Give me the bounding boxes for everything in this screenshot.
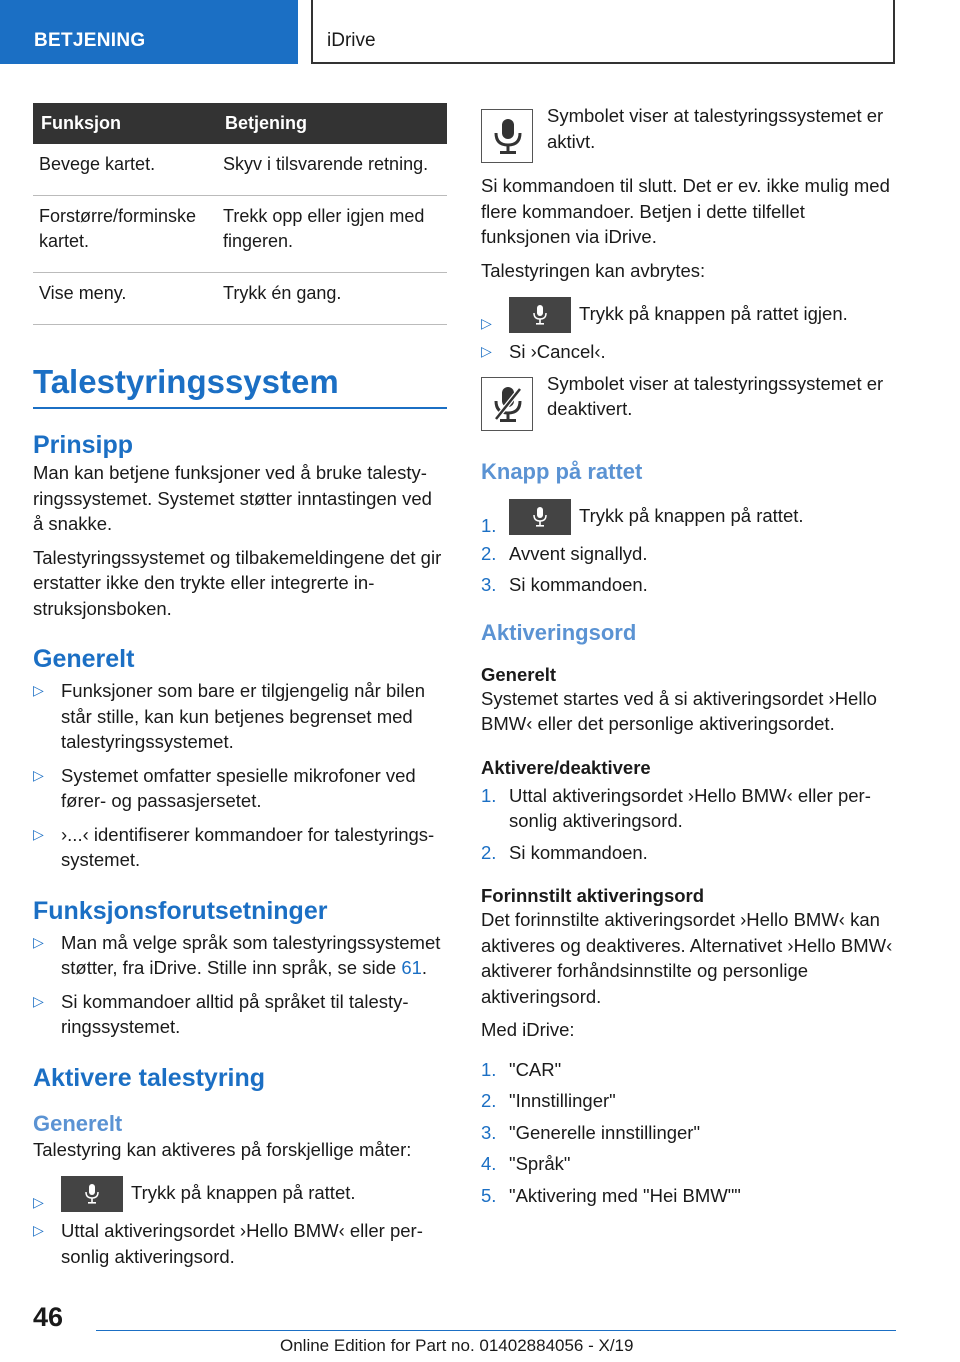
table-cell: Vise meny. [33,273,217,325]
list-item: 1. "CAR" [481,1057,897,1083]
triangle-bullet-icon: ▷ [33,992,44,1009]
symbol-description: Symbolet viser at talestyringssystemet er aktivt. [547,105,884,152]
list-item: ▷ Trykk på knappen på rattet. [33,1170,447,1212]
table-cell: Skyv i tilsvarende retning. [217,144,447,196]
minor-heading: Generelt [33,1110,123,1136]
chapter-tab [311,0,895,64]
list-item: 2. Si kommandoen. [481,840,897,866]
section-title: BETJENING [34,30,146,51]
paragraph: Systemet startes ved å si aktiveringsordet ›Hello BMW‹ eller det personlige aktiveringsordet. [481,687,877,734]
section-tab [0,0,298,64]
right-column [481,103,897,1208]
triangle-bullet-icon: ▷ [33,766,44,783]
paragraph: Med iDrive: [481,1019,575,1040]
paragraph: Det forinnstilte aktiveringsordet ›Hello BMW‹ kan aktiveres og deaktiveres. Alternativet ›Hello BMW‹ aktiverer forhåndsinnstilte og personlige aktiveringsord. [481,909,893,1007]
list-item: ▷ Uttal aktiveringsordet ›Hello BMW‹ eller personlig aktiveringsord. [33,1220,423,1267]
list-item: 1. Uttal aktiveringsordet ›Hello BMW‹ eller personlig aktiveringsord. [481,784,871,831]
step-number: 3. [481,1121,497,1143]
minor-heading: Aktivere/deaktivere [481,756,651,778]
step-number: 5. [481,1184,497,1206]
symbol-description: Symbolet viser at talestyringssystemet er deaktivert. [547,372,884,419]
section-heading: Talestyringssystem [33,363,447,409]
list-item: 5. "Aktivering med "Hei BMW"" [481,1183,897,1209]
left-column [33,103,447,1269]
triangle-bullet-icon: ▷ [33,1194,44,1210]
page-link[interactable]: 61 [401,957,422,978]
subsection-heading: Generelt [33,645,135,673]
list-item: 3. "Generelle innstillinger" [481,1120,897,1146]
list-item: ▷ Systemet omfatter spesielle mikrofoner ved fører- og passasjersetet. [33,764,416,811]
footer-divider [96,1330,896,1331]
step-number: 1. [481,784,497,806]
list-item: ▷ Si kommandoer alltid på språket til talestyringssystemet. [33,990,409,1037]
triangle-bullet-icon: ▷ [33,933,44,950]
subsection-heading: Prinsipp [33,431,134,459]
list-item: 1. Trykk på knappen på rattet. [481,493,897,535]
table-header: Betjening [217,103,447,144]
chapter-title: iDrive [327,30,376,51]
step-number: 1. [481,1058,497,1080]
steering-wheel-mic-button-icon [61,1176,123,1212]
function-table [33,103,447,325]
subsection-heading: Knapp på rattet [481,458,643,484]
list-item: ▷ Funksjoner som bare er tilgjengelig når bilen står stille, kan kun betjenes begrenset med talestyringssystemet. [33,680,426,752]
table-header: Funksjon [33,103,217,144]
microphone-active-icon [481,109,533,163]
subsection-heading: Funksjonsforutsetninger [33,896,328,925]
page-number: 46 [33,1302,64,1332]
list-item: 2. Avvent signallyd. [481,541,897,567]
footer-edition: Online Edition for Part no. 01402884056 - X/19 [280,1336,634,1355]
triangle-bullet-icon: ▷ [481,343,492,359]
microphone-muted-icon [481,377,533,431]
table-row [33,144,447,196]
list-item: 3. Si kommandoen. [481,572,897,598]
paragraph: Talestyringssystemet og tilbakemeldingene det gir erstatter ikke den trykte eller integrerte instruksjonsboken. [33,546,442,619]
triangle-bullet-icon: ▷ [481,315,492,331]
triangle-bullet-icon: ▷ [33,1222,44,1238]
minor-heading: Generelt [481,663,557,685]
steering-wheel-mic-button-icon [509,499,571,535]
list-item: ▷ Si ›Cancel‹. [481,339,897,365]
step-number: 4. [481,1153,497,1174]
list-item: ▷ Man må velge språk som talestyringssystemet støtter, fra iDrive. Stille inn språk, se side 61. [33,931,441,978]
paragraph: Man kan betjene funksjoner ved å bruke talestyringssystemet. Systemet støtter inntastingen ved å snakke. [33,462,432,534]
paragraph: Talestyring kan aktiveres på forskjellige måter: [33,1138,412,1160]
list-item: 4. "Språk" [481,1151,897,1177]
paragraph: Si kommandoen til slutt. Det er ev. ikke mulig med flere kommandoer. Betjen i dette tilfellet funksjonen via iDrive. [481,175,890,247]
list-item: ▷ ›...‹ identifiserer kommandoer for talestyringssystemet. [33,823,435,870]
paragraph: Talestyringen kan avbrytes: [481,259,706,281]
symbol-row [481,103,897,173]
triangle-bullet-icon: ▷ [33,825,44,842]
list-item: ▷ Trykk på knappen på rattet igjen. [481,291,897,333]
subsection-heading: Aktiveringsord [481,619,637,645]
subsection-heading: Aktivere talestyring [33,1063,266,1092]
step-number: 3. [481,574,497,595]
step-number: 1. [481,514,497,536]
table-row [33,273,447,325]
table-row [33,196,447,273]
triangle-bullet-icon: ▷ [33,682,44,698]
step-number: 2. [481,841,497,863]
step-number: 2. [481,542,497,564]
list-item: 2. "Innstillinger" [481,1088,897,1114]
minor-heading: Forinnstilt aktiveringsord [481,885,705,906]
table-cell: Forstørre/forminske kartet. [33,196,217,273]
table-header-row [33,103,447,144]
steering-wheel-mic-button-icon [509,297,571,333]
table-cell: Trykk én gang. [217,273,447,325]
step-number: 2. [481,1090,497,1111]
table-cell: Bevege kartet. [33,144,217,196]
symbol-row [481,371,897,441]
table-cell: Trekk opp eller igjen med fingeren. [217,196,447,273]
